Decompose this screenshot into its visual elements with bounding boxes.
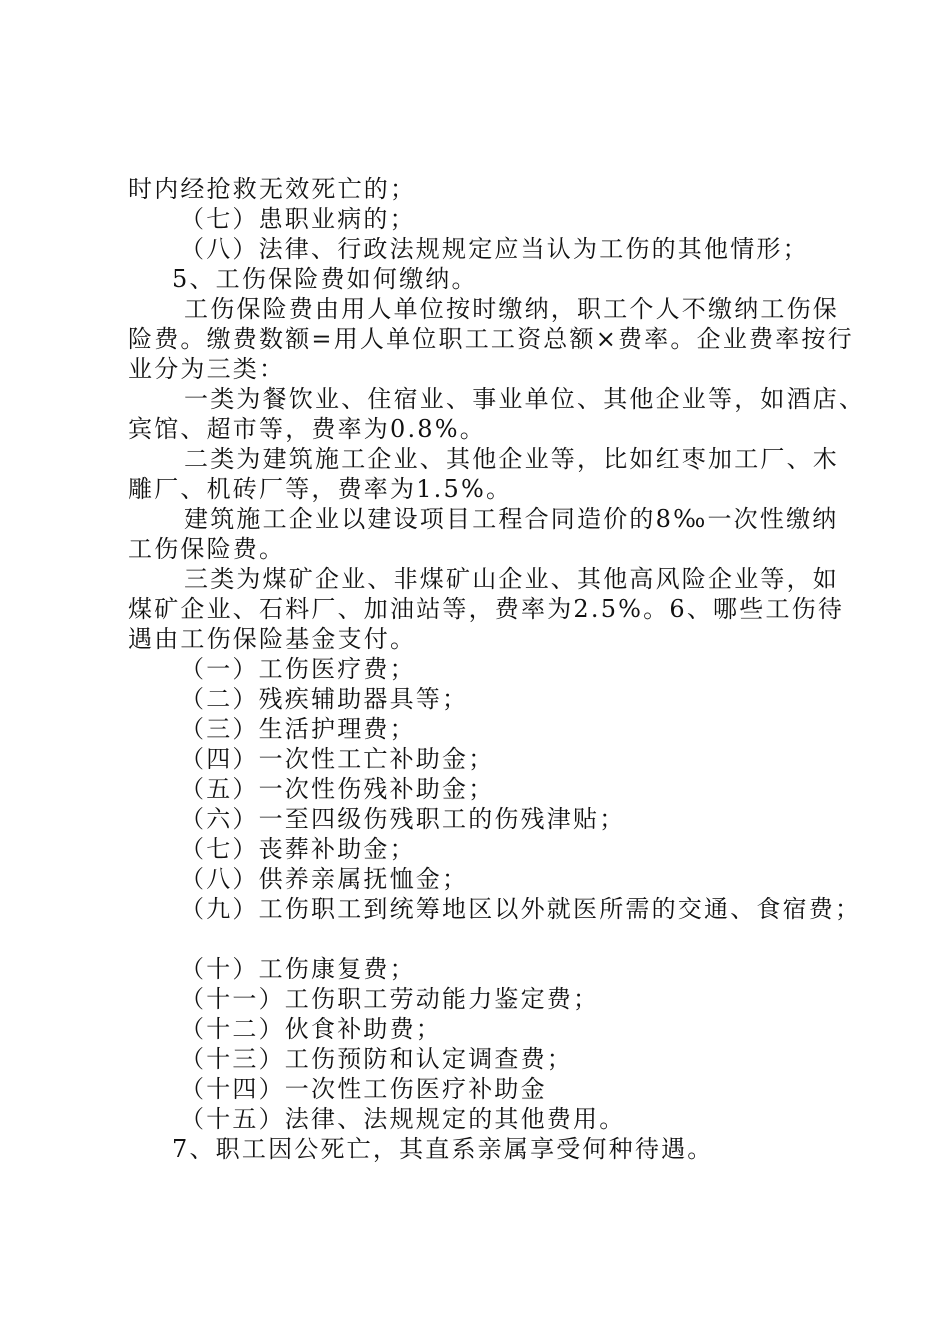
list-item: （十二）伙食补助费； bbox=[180, 1015, 442, 1043]
list-item: （三）生活护理费； bbox=[180, 715, 416, 743]
list-item: （十一）工伤职工劳动能力鉴定费； bbox=[180, 985, 600, 1013]
text-line: 时内经抢救无效死亡的； bbox=[128, 175, 417, 203]
paragraph-line: 工伤保险费由用人单位按时缴纳，职工个人不缴纳工伤保 bbox=[184, 295, 839, 323]
list-item: （十）工伤康复费； bbox=[180, 955, 416, 983]
paragraph-line: 雕厂、机砖厂等，费率为1.5%。 bbox=[128, 475, 513, 503]
list-item: （十五）法律、法规规定的其他费用。 bbox=[180, 1105, 626, 1133]
list-item: （五）一次性伤残补助金； bbox=[180, 775, 495, 803]
section-heading: 5、工伤保险费如何缴纳。 bbox=[172, 265, 478, 293]
list-item: （八）供养亲属抚恤金； bbox=[180, 865, 469, 893]
list-item: （十三）工伤预防和认定调查费； bbox=[180, 1045, 573, 1073]
list-item: （六）一至四级伤残职工的伤残津贴； bbox=[180, 805, 626, 833]
list-item: （八）法律、行政法规规定应当认为工伤的其他情形； bbox=[180, 235, 809, 263]
blank-line bbox=[128, 924, 848, 954]
paragraph-line: 险费。缴费数额=用人单位职工工资总额×费率。企业费率按行 bbox=[128, 325, 854, 353]
list-item: （四）一次性工亡补助金； bbox=[180, 745, 495, 773]
paragraph-line: 宾馆、超市等，费率为0.8%。 bbox=[128, 415, 486, 443]
document-body bbox=[128, 174, 866, 1164]
list-item: （九）工伤职工到统筹地区以外就医所需的交通、食宿费； bbox=[180, 895, 862, 923]
paragraph-line: 三类为煤矿企业、非煤矿山企业、其他高风险企业等，如 bbox=[184, 565, 839, 593]
paragraph-line: 建筑施工企业以建设项目工程合同造价的8‰一次性缴纳 bbox=[184, 505, 839, 533]
section-heading: 7、职工因公死亡，其直系亲属享受何种待遇。 bbox=[172, 1135, 714, 1163]
paragraph-line: 遇由工伤保险基金支付。 bbox=[128, 625, 417, 653]
paragraph-line: 一类为餐饮业、住宿业、事业单位、其他企业等，如酒店、 bbox=[184, 385, 866, 413]
list-item: （七）丧葬补助金； bbox=[180, 835, 416, 863]
paragraph-line: 工伤保险费。 bbox=[128, 535, 286, 563]
list-item: （二）残疾辅助器具等； bbox=[180, 685, 469, 713]
paragraph-line: 业分为三类： bbox=[128, 355, 286, 383]
list-item: （十四）一次性工伤医疗补助金 bbox=[180, 1075, 547, 1103]
list-item: （一）工伤医疗费； bbox=[180, 655, 416, 683]
list-item: （七）患职业病的； bbox=[180, 205, 416, 233]
paragraph-line: 煤矿企业、石料厂、加油站等，费率为2.5%。6、哪些工伤待 bbox=[128, 595, 845, 623]
paragraph-line: 二类为建筑施工企业、其他企业等，比如红枣加工厂、木 bbox=[184, 445, 839, 473]
